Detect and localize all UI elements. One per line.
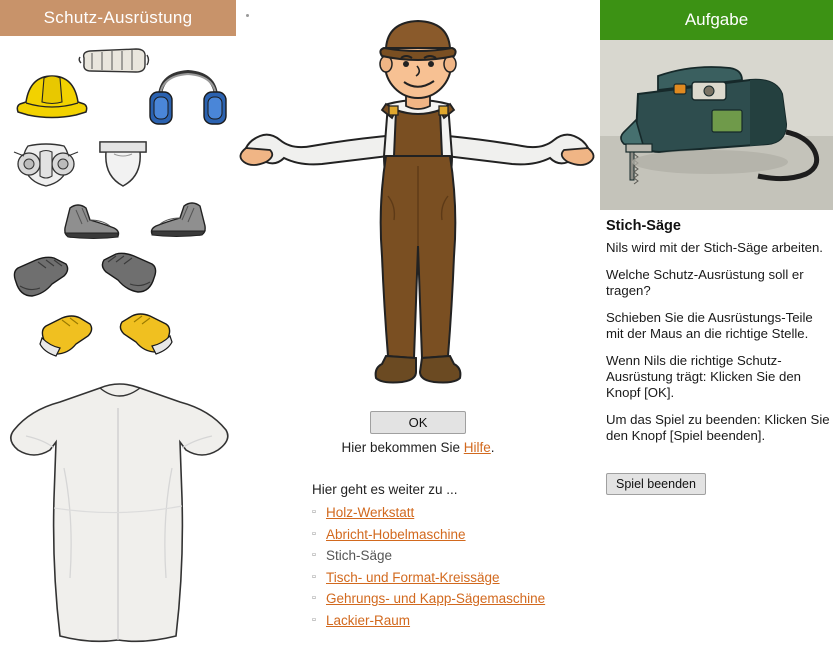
task-title: Stich-Säge <box>606 218 681 234</box>
equipment-panel <box>0 0 236 646</box>
next-section-title: Hier geht es weiter zu ... <box>312 482 458 497</box>
protective-suit[interactable] <box>4 378 234 646</box>
safety-shoe-left[interactable] <box>60 200 122 244</box>
next-links-list <box>312 502 545 631</box>
list-item[interactable] <box>312 567 545 589</box>
list-item[interactable] <box>312 610 545 632</box>
help-suffix: . <box>490 440 495 455</box>
hard-hat[interactable] <box>14 72 90 124</box>
task-paragraph-4: Wenn Nils die richtige Schutz-Ausrüstung trägt: Klicken Sie den Knopf [OK]. <box>606 353 801 400</box>
glove-grey-left[interactable] <box>10 252 72 304</box>
end-game-button[interactable]: Spiel beenden <box>606 473 706 495</box>
ok-button[interactable]: OK <box>370 411 466 434</box>
task-paragraph-5: Um das Spiel zu beenden: Klicken Sie den Knopf [Spiel beenden]. <box>606 412 830 443</box>
help-line <box>236 440 600 455</box>
task-paragraph-2: Welche Schutz-Ausrüstung soll er tragen? <box>606 267 804 298</box>
list-item <box>312 545 545 567</box>
jigsaw-photo <box>600 40 833 210</box>
help-prefix: Hier bekommen Sie <box>341 440 464 455</box>
help-link[interactable]: Hilfe <box>463 440 491 455</box>
equipment-panel-title: Schutz-Ausrüstung <box>0 0 236 36</box>
next-link-tisch-und-format-kreissaege[interactable]: Tisch- und Format-Kreissäge <box>326 569 500 585</box>
task-paragraph-3: Schieben Sie die Ausrüstungs-Teile mit der Maus an die richtige Stelle. <box>606 310 813 341</box>
list-item[interactable] <box>312 588 545 610</box>
task-panel <box>600 0 833 646</box>
task-description <box>606 240 832 455</box>
glove-yellow-right[interactable] <box>116 310 176 360</box>
safety-shoe-right[interactable] <box>148 198 210 242</box>
glove-grey-right[interactable] <box>98 248 160 300</box>
list-item[interactable] <box>312 524 545 546</box>
worker-panel <box>236 0 600 646</box>
task-panel-title: Aufgabe <box>600 0 833 40</box>
next-link-gehrungs-und-kapp-saegemaschine[interactable]: Gehrungs- und Kapp-Sägemaschine <box>326 591 546 606</box>
ear-defenders[interactable] <box>148 66 228 128</box>
next-link-abricht-hobelmaschine[interactable]: Abricht-Hobelmaschine <box>326 526 466 542</box>
list-item[interactable] <box>312 502 545 524</box>
face-shield[interactable] <box>92 136 154 192</box>
dust-mask[interactable] <box>12 140 80 190</box>
next-link-holz-werkstatt[interactable]: Holz-Werkstatt <box>326 505 415 520</box>
worker-figure[interactable] <box>236 6 600 406</box>
next-link-stich-saege-current: Stich-Säge <box>326 548 393 563</box>
glove-yellow-left[interactable] <box>36 312 96 362</box>
task-paragraph-1: Nils wird mit der Stich-Säge arbeiten. <box>606 240 823 255</box>
next-link-lackier-raum[interactable]: Lackier-Raum <box>326 612 411 628</box>
